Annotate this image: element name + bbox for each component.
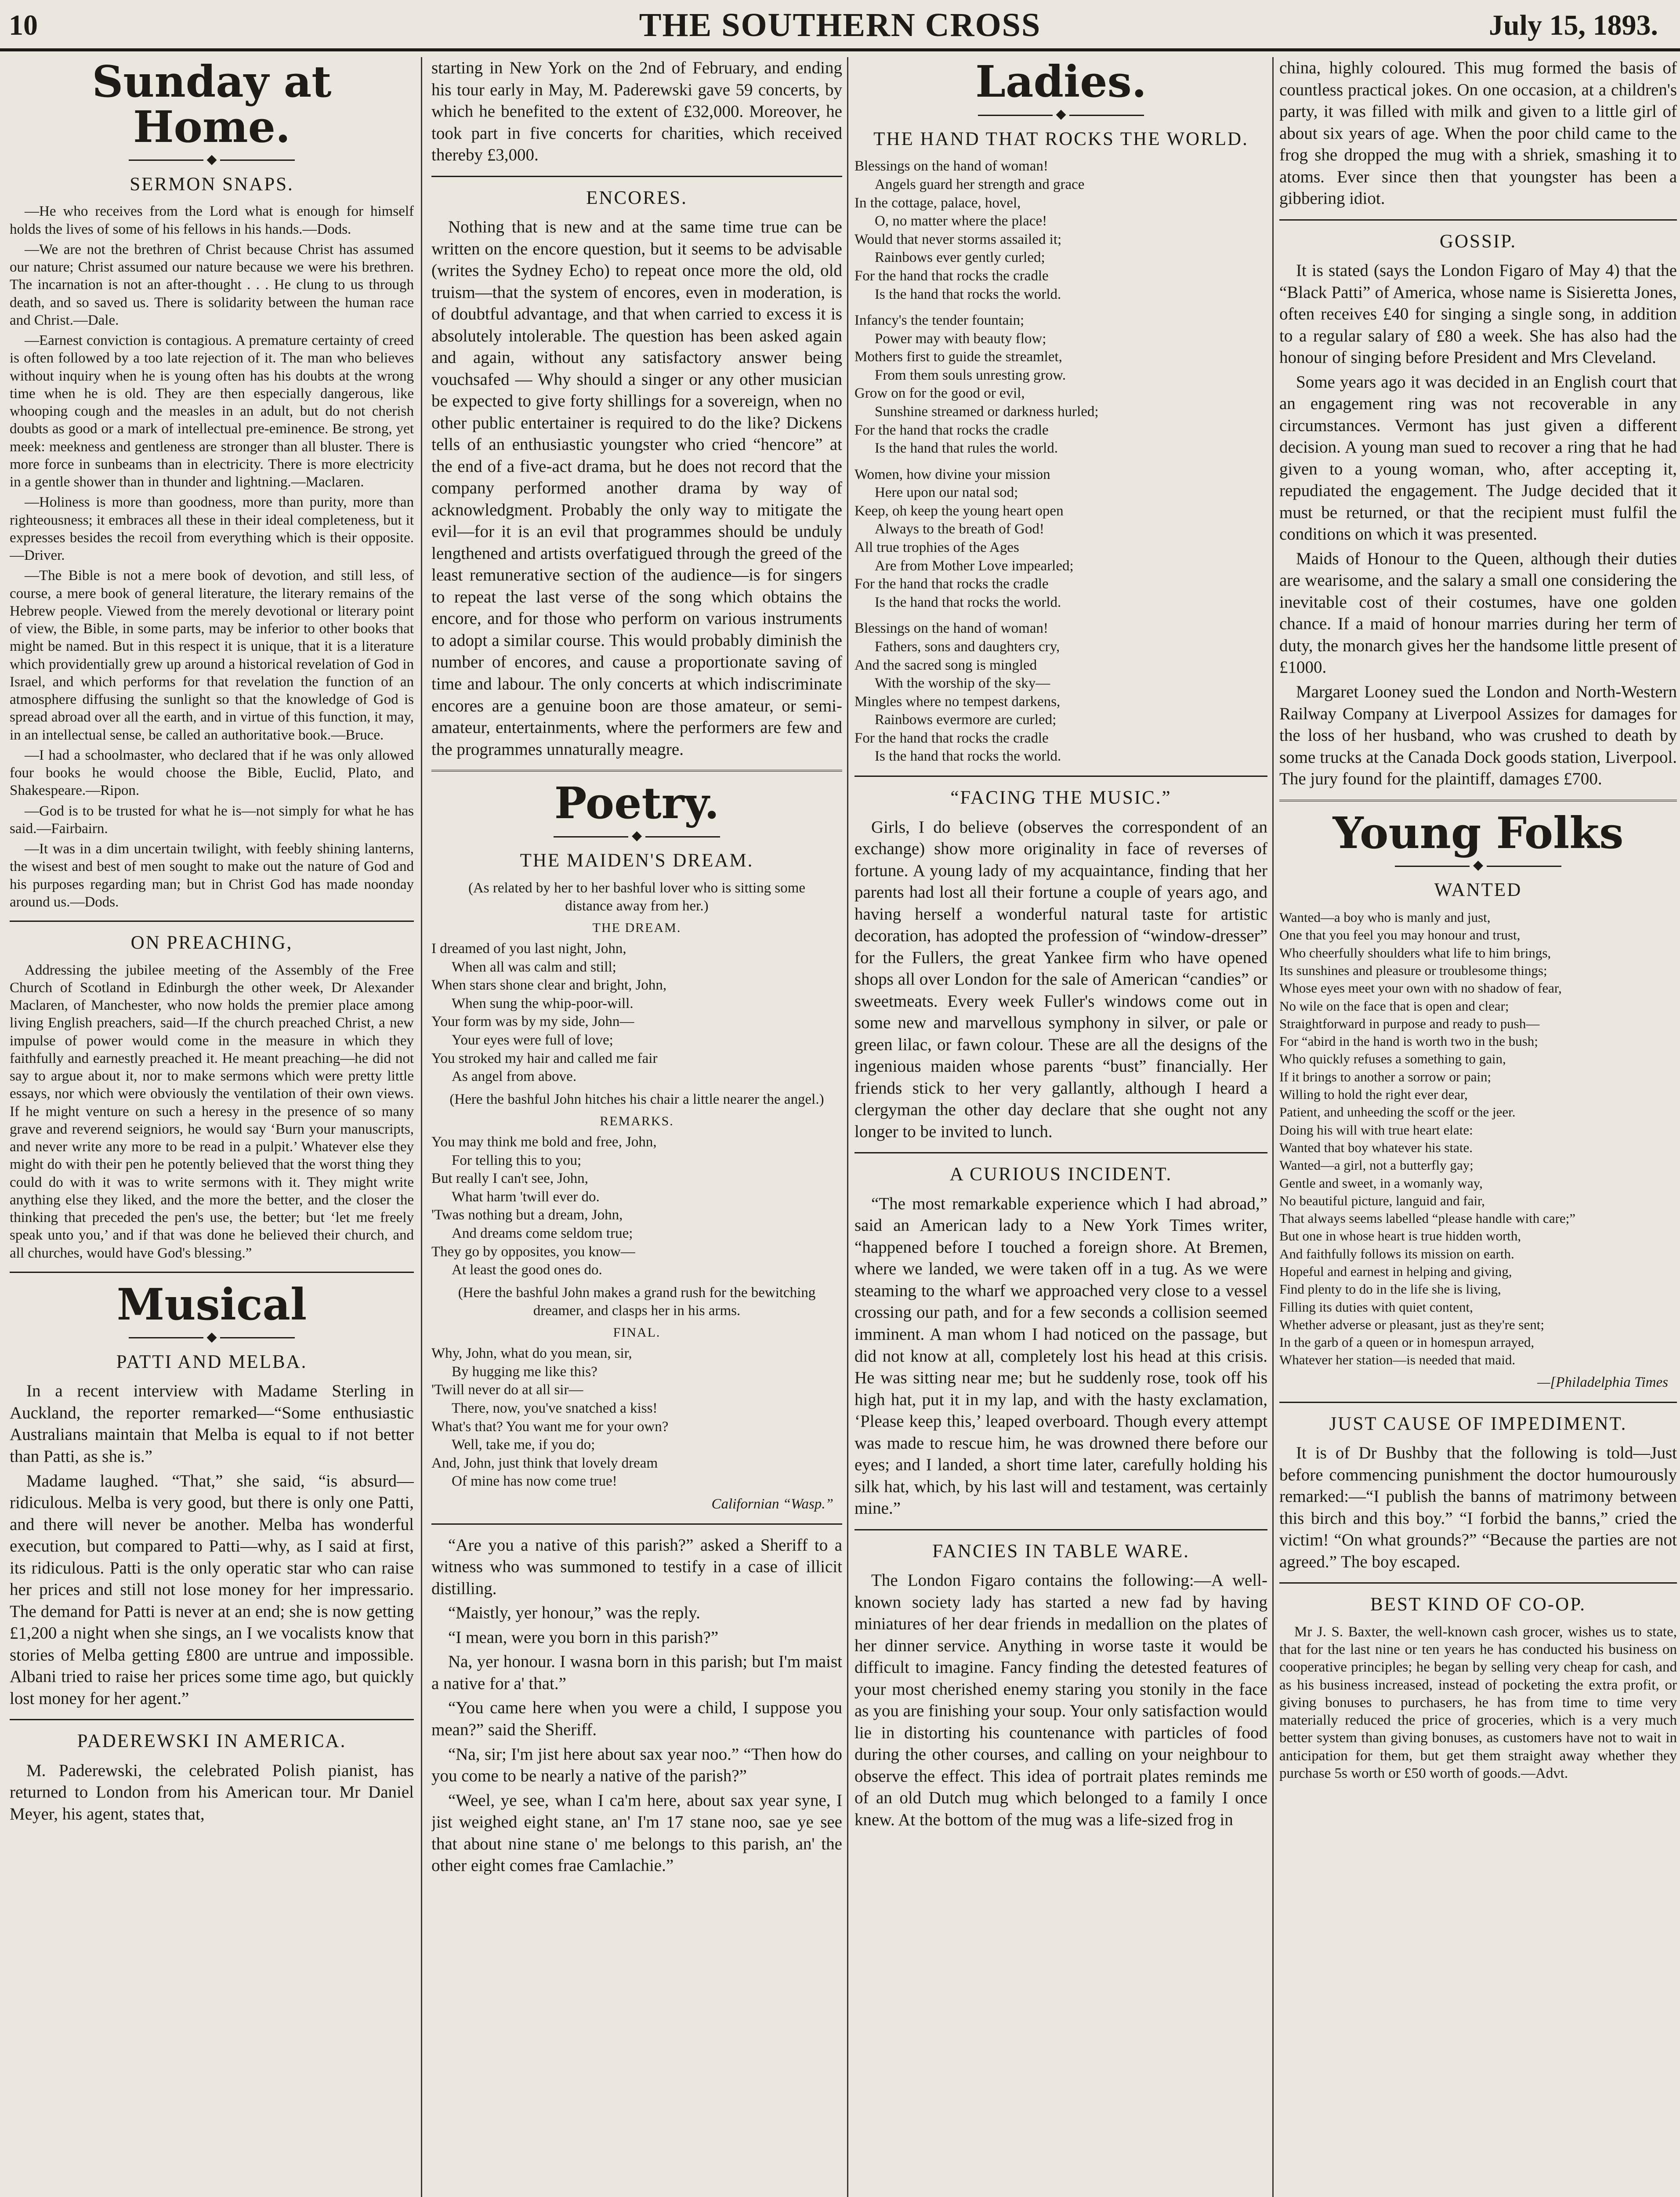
poem-line: Why, John, what do you mean, sir, [431, 1345, 632, 1362]
sermon-snap: —God is to be trusted for what he is—not simply for what he has said.—Fairbairn. [10, 803, 414, 837]
patti-paragraph: In a recent interview with Madame Sterling in Auckland, the reporter remarked—“Some enthusiastic Australians maintain that Melba is equal to if not better than Patti, as she is.” [10, 1381, 414, 1466]
poem-line: All true trophies of the Ages [854, 540, 1019, 556]
sunday-banner: Sunday at Home. [92, 57, 332, 152]
poem-line: Who cheerfully shoulders what life to him brings, [1279, 945, 1551, 961]
divider [10, 1719, 414, 1720]
poem-line: Straightforward in purpose and ready to push— [1279, 1015, 1540, 1031]
poem-line: For telling this to you; [452, 1152, 582, 1168]
poem-aside: (Here the bashful John hitches his chair a little nearer the angel.) [449, 1091, 824, 1107]
divider [431, 1523, 842, 1525]
poem-stanza [431, 1345, 842, 1491]
sermon-snap: —Holiness is more than goodness, more than purity, more than righteousness; it embraces all these in their ideal completeness, but it expresses besides the recoil from everything which is their opposite.—Driver. [10, 494, 414, 564]
poem-line: For the hand that rocks the cradle [854, 268, 1049, 284]
poem-line: Its sunshines and pleasure or troublesome things; [1279, 962, 1547, 978]
wanted-heading: WANTED [1434, 880, 1522, 901]
poem-line: Patient, and unheeding the scoff or the jeer. [1279, 1104, 1516, 1120]
sermon-snap: —The Bible is not a mere book of devotion, and still less, of course, a mere book of general literature, the literary remains of the Hebrew people. Viewed from the merely devotional or literary point of view, the Bible, in some parts, may be inferior to other books that might be named. But in this respect it is unique, that it is a literature which providentially grew up around a historical revelation of God in Israel, and which performs for that revelation the function of an atmosphere diffusing the sunlight so that the knowledge of God is spread abroad over all the earth, and in virtue of this function, it may, in an intellectual sense, be called an authoritative book.—Bruce. [10, 568, 414, 743]
poem-line: Well, take me, if you do; [452, 1437, 595, 1453]
paderewski-text: M. Paderewski, the celebrated Polish pianist, has returned to London from his American tour. Mr Daniel Meyer, his agent, states that, [10, 1761, 414, 1824]
sermon-snap: —Earnest conviction is contagious. A premature certainty of creed is often followed by a too late rejection of it. The man who believes without inquiry when he is young often has his doubts at the wrong time when he is old. They are then especially dangerous, like whooping cough and the measles in an adult, but do not cherish doubts as good or a mark of intellectual pre-eminence. Be strong, yet meek: meekness and gentleness are stronger than all bluster. There is more force in sunbeams than in electricity. There is more electricity in a gentle shower than in thunder and lightning.—Maclaren. [10, 333, 414, 490]
poem-line: Mothers first to guide the streamlet, [854, 349, 1062, 365]
ornament: ◆ [10, 1331, 414, 1344]
poem-line: For “abird in the hand is worth two in the bush; [1279, 1033, 1538, 1049]
poem-line: Whatever her station—is needed that maid. [1279, 1352, 1516, 1368]
divider [1279, 1402, 1677, 1403]
poem-line: There, now, you've snatched a kiss! [452, 1400, 658, 1417]
divider [1279, 219, 1677, 221]
parish-paragraph: “Weel, ye see, whan I ca'm here, about sax year syne, I jist weighed eight stane, an' I'm 17 stane noo, sae ye see that about nine stane o' me belongs to this parish, an' the other eight comes frae Camlachie.” [431, 1791, 842, 1875]
paderewski-text-cont: starting in New York on the 2nd of February, and ending his tour early in May, M. Paderewski gave 59 concerts, by which he benefited to the extent of £32,000. Moreover, he took part in five concerts for charities, which received thereby £3,000. [431, 58, 842, 165]
parish-paragraph: Na, yer honour. I wasna born in this parish; but I'm maist a native for a' that.” [431, 1652, 842, 1693]
poem-line: At least the good ones do. [452, 1262, 602, 1278]
poem-line: Are from Mother Love impearled; [875, 558, 1074, 574]
parish-paragraph: “I mean, were you born in this parish?” [448, 1628, 719, 1647]
poem-line: For the hand that rocks the cradle [854, 576, 1049, 592]
poem-line: Women, how divine your mission [854, 466, 1050, 482]
column-1 [10, 57, 414, 2197]
divider [10, 921, 414, 922]
poem-title: THE MAIDEN'S DREAM. [520, 850, 754, 871]
poem-line: And faithfully follows its mission on earth. [1279, 1246, 1514, 1262]
poem-part-heading: THE DREAM. [592, 921, 681, 935]
poem-line: As angel from above. [452, 1069, 577, 1085]
poem-line: Filling its duties with quiet content, [1279, 1299, 1473, 1315]
gossip-paragraph: Maids of Honour to the Queen, although their duties are wearisome, and the salary a small one considering the inevitable cost of their costumes, have one golden chance. If a maid of honour marries during her term of duty, the monarch gives her the handsome little present of £1000. [1279, 549, 1677, 677]
poem-line: With the worship of the sky— [875, 675, 1050, 692]
poem-line: Is the hand that rules the world. [875, 440, 1058, 457]
fancies-text-cont: china, highly coloured. This mug formed the basis of countless practical jokes. On one occasion, at a children's party, it was filled with milk and given to a little girl of about six years of age. When the poor child came to the frog she dropped the mug with a shriek, smashing it to atoms. Ever since then that youngster has been a gibbering idiot. [1279, 58, 1677, 208]
ornament: ◆ [10, 153, 414, 166]
gossip-heading: GOSSIP. [1439, 231, 1517, 252]
poem-line: Find plenty to do in the life she is living, [1279, 1281, 1501, 1297]
poem-part-heading: FINAL. [613, 1325, 661, 1340]
poem-line: Hopeful and earnest in helping and giving, [1279, 1264, 1512, 1279]
poem-line: 'Twas nothing but a dream, John, [431, 1207, 623, 1223]
poem-line: Rainbows evermore are curled; [875, 712, 1057, 728]
poem-line: And dreams come seldom true; [452, 1225, 633, 1241]
poem-line: They go by opposites, you know— [431, 1244, 635, 1260]
divider [854, 1152, 1267, 1153]
column-4 [1279, 57, 1677, 2197]
paderewski-heading: PADEREWSKI IN AMERICA. [77, 1731, 347, 1752]
newspaper-title: THE SOUTHERN CROSS [639, 7, 1041, 44]
poem-aside: (Here the bashful John makes a grand rush for the bewitching dreamer, and clasps her in his arms. [458, 1284, 816, 1319]
poem-credit: Californian “Wasp.” [711, 1496, 833, 1512]
poem-line: Would that never storms assailed it; [854, 231, 1062, 247]
ornament: ◆ [431, 829, 842, 842]
poem-line: But really I can't see, John, [431, 1171, 588, 1187]
poem-line: You may think me bold and free, John, [431, 1134, 657, 1150]
poem-line: Whose eyes meet your own with no shadow of fear, [1279, 980, 1562, 996]
poem-line: No beautiful picture, languid and fair, [1279, 1193, 1485, 1208]
poem-line: If it brings to another a sorrow or pain; [1279, 1069, 1492, 1084]
fancies-heading: FANCIES IN TABLE WARE. [932, 1541, 1190, 1562]
poem-line: In the garb of a queen or in homespun arrayed, [1279, 1334, 1535, 1350]
gossip-paragraph: It is stated (says the London Figaro of May 4) that the “Black Patti” of America, whose name is Sisieretta Jones, often receives £40 for singing a single song, in addition to a regular salary of £80 a week. She has also had the honour of singing before President and Mrs Cleveland. [1279, 261, 1677, 367]
poem-line: And the sacred song is mingled [854, 657, 1037, 673]
divider [854, 1529, 1267, 1530]
poem-intro: (As related by her to her bashful lover who is sitting some distance away from her.) [468, 880, 806, 914]
wanted-poem [1279, 909, 1677, 1369]
poem-line: Is the hand that rocks the world. [875, 748, 1061, 765]
column-2 [431, 57, 842, 2197]
poem-line: Whether adverse or pleasant, just as they're sent; [1279, 1316, 1544, 1332]
divider [431, 770, 842, 772]
poem-line: That always seems labelled “please handle with care;” [1279, 1211, 1575, 1226]
patti-melba-heading: PATTI AND MELBA. [116, 1351, 308, 1372]
poetry-banner: Poetry. [554, 778, 720, 829]
masthead [0, 0, 1680, 51]
parish-anecdote [431, 1534, 842, 1877]
sermon-snap: —We are not the brethren of Christ because Christ has assumed our nature; Christ assumed our nature because we were his brethren. The incarnation is not an after-thought . . . He clung to us through death, and so saved us. There is solidarity between the human race and Christ.—Dale. [10, 241, 414, 328]
wanted-credit: —[Philadelphia Times [1537, 1374, 1668, 1390]
divider [854, 776, 1267, 777]
poem-line: Sunshine streamed or darkness hurled; [875, 404, 1099, 420]
gossip-paragraph: Some years ago it was decided in an English court that an engagement ring was not recoverable in any circumstances. Vermont has just given a different decision. A young man sued to recover a ring that he had given to a young woman, who, after accepting it, repudiated the engagement. The Judge decided that it must be returned, or that the recipient must fulfil the conditions on which it was presented. [1279, 372, 1677, 544]
poem-line: And, John, just think that lovely dream [431, 1455, 658, 1471]
poem-line: Doing his will with true heart elate: [1279, 1122, 1473, 1138]
ornament: ◆ [854, 108, 1267, 121]
column-3 [854, 57, 1267, 2197]
musical-banner: Musical [116, 1279, 307, 1330]
page-number: 10 [9, 9, 38, 41]
coop-text: Mr J. S. Baxter, the well-known cash grocer, wishes us to state, that for the last nine or ten years he has conducted his business on cooperative principles; he began by selling very cheap for cash, and as his business increased, instead of pocketing the extra profit, or giving bonuses to purchasers, he has from time to time very materially reduced the price of groceries, which is a very much better system than giving bonuses, as customers have not to wait in anticipation for them, but get them straight away whether they purchase 5s worth or £50 worth of goods.—Advt. [1279, 1624, 1677, 1781]
poem-line: Grow on for the good or evil, [854, 385, 1025, 402]
parish-paragraph: “Maistly, yer honour,” was the reply. [448, 1603, 700, 1623]
poem-line: Power may with beauty flow; [875, 330, 1046, 347]
hand-poem [854, 157, 1267, 766]
curious-incident-text: “The most remarkable experience which I had abroad,” said an American lady to a New York Times writer, “happened before I touched a foreign shore. At Bremen, where we landed, we were taken off in a tug. As we were steaming to the wharf we approached very close to a vessel crossing our path, and for a few seconds a collision seemed imminent. A man whom I had noticed on the passage, but did not know at all, completely lost his head at this crisis. He was sitting near me; but he suddenly rose, took off his high hat, put it in my lap, and with the hasty exclamation, ‘Please keep this,’ leaped overboard. Though every attempt was made to rescue him, he was drowned there before our eyes; and I landed, a short time later, carefully holding his silk hat, which, by his last will and testament, was certainly mine.” [854, 1194, 1267, 1518]
poem-stanza [431, 1133, 842, 1280]
poem-line: What harm 'twill ever do. [452, 1189, 600, 1205]
sermon-snaps-body [10, 203, 414, 911]
divider [431, 176, 842, 177]
poem-line: Your eyes were full of love; [452, 1032, 613, 1048]
poem-line: In the cottage, palace, hovel, [854, 195, 1021, 211]
gossip-body [1279, 260, 1677, 790]
poem-line: But one in whose heart is true hidden worth, [1279, 1228, 1521, 1244]
impediment-heading: JUST CAUSE OF IMPEDIMENT. [1329, 1413, 1627, 1434]
on-preaching-heading: ON PREACHING, [130, 932, 293, 953]
facing-music-text: Girls, I do believe (observes the correspondent of an exchange) show more originality in face of reverses of fortune. A young lady of my acquaintance, finding that her parents had lost all their fortune a couple of years ago, and having herself a wonderful natural taste for artistic decoration, has adopted the profession of “window-dresser” for the Fullers, the great Yankee firm who have opened shops all over London for the sale of American “candies” or sweetmeats. Every week Fuller's windows come out in some new and marvellous symphony in silver, or pale or green lilac, or fawn colour. These are all the designs of the ingenious maiden whose parents “bust” financially. Her friends stick to her very gallantly, although I heard a clergyman the other day declare that she ought not any longer to be invited to lunch. [854, 817, 1267, 1141]
poem-line: Keep, oh keep the young heart open [854, 503, 1064, 519]
poem-line: Is the hand that rocks the world. [875, 594, 1061, 610]
young-folks-banner: Young Folks [1332, 808, 1624, 859]
parish-paragraph: “You came here when you were a child, I suppose you mean?” said the Sheriff. [431, 1698, 842, 1739]
impediment-text: It is of Dr Bushby that the following is told—Just before commencing punishment the doctor humourously remarked:—“I publish the banns of matrimony between this birch and this boy.” “I forbid the banns,” cried the victim! “On what grounds?” “Because the parties are not agreed.” The boy escaped. [1279, 1443, 1677, 1571]
sermon-snaps-heading: SERMON SNAPS. [130, 174, 294, 195]
poem-line: Wanted—a girl, not a butterfly gay; [1279, 1157, 1474, 1173]
poem-line: Fathers, sons and daughters cry, [875, 638, 1060, 655]
poem-line: Wanted that boy whatever his state. [1279, 1139, 1473, 1155]
poem-line: Is the hand that rocks the world. [875, 286, 1061, 302]
poem-line: Blessings on the hand of woman! [854, 620, 1048, 637]
poem-line: Of mine has now come true! [452, 1473, 617, 1490]
poem-line: O, no matter where the place! [875, 213, 1047, 229]
poem-line: Angels guard her strength and grace [875, 177, 1085, 193]
poem-line: For the hand that rocks the cradle [854, 730, 1049, 746]
poem-line: Blessings on the hand of woman! [854, 158, 1048, 174]
column-rule [847, 57, 848, 2197]
poem-line: For the hand that rocks the cradle [854, 422, 1049, 438]
poem-line: From them souls unresting grow. [875, 367, 1066, 383]
poem-line: Rainbows ever gently curled; [875, 250, 1045, 266]
divider [10, 1272, 414, 1273]
parish-paragraph: “Na, sir; I'm jist here about sax year noo.” “Then how do you come to be nearly a native of the parish?” [431, 1744, 842, 1786]
divider [1279, 800, 1677, 801]
poem-line: Always to the breath of God! [875, 521, 1044, 537]
parish-paragraph: “Are you a native of this parish?” asked a Sheriff to a witness who was summoned to testify in a case of illicit distilling. [431, 1535, 842, 1598]
poem-line: When all was calm and still; [452, 959, 616, 975]
poem-line: Willing to hold the right ever dear, [1279, 1087, 1468, 1102]
sermon-snap: —I had a schoolmaster, who declared that if he was only allowed four books he would choose the Bible, Euclid, Plato, and Shakespeare.—Ripon. [10, 747, 414, 799]
poem-line: I dreamed of you last night, John, [431, 941, 626, 957]
poem-line: Here upon our natal sod; [875, 485, 1018, 501]
poem-line: Gentle and sweet, in a womanly way, [1279, 1175, 1483, 1191]
facing-music-heading: “FACING THE MUSIC.” [950, 787, 1172, 808]
column-rule [1272, 57, 1274, 2197]
ladies-banner: Ladies. [975, 57, 1147, 107]
fancies-text: The London Figaro contains the following:—A well-known society lady has started a new fad by having miniatures of her dear friends in medallion on the plates of her dinner service. Anything in worse taste it would be difficult to imagine. Fancy finding the detested features of your most cherished enemy staring you stonily in the face as you are finishing your soup. Your only satisfaction would lie in distorting his countenance with particles of food during the other courses, and calling on your neighbour to observe the effect. This idea of portrait plates reminds me of an old Dutch mug which belonged to a family I once knew. At the bottom of the mug was a life-sized frog in [854, 1571, 1267, 1829]
poem-line: Wanted—a boy who is manly and just, [1279, 910, 1491, 925]
gossip-paragraph: Margaret Looney sued the London and North-Western Railway Company at Liverpool Assizes for damages for the loss of her husband, who was crushed to death by some trucks at the Canada Dock goods station, Liverpool. The jury found for the plaintiff, damages £700. [1279, 682, 1677, 789]
poem-line: Mingles where no tempest darkens, [854, 693, 1061, 710]
hand-poem-title: THE HAND THAT ROCKS THE WORLD. [873, 128, 1249, 149]
patti-paragraph: Madame laughed. “That,” she said, “is absurd—ridiculous. Melba is very good, but there is only one Patti, and there will never be another. Melba has wonderful execution, but compared to Patti—why, as I said at first, its ridiculous. Patti is the only operatic star who can raise her prices and still not lose money for her impressario. The demand for Patti is never at an end; she is now getting £1,200 a night when she sings, an I we vocalists know that stories of Melba getting £800 are untrue and impossible. Albani tried to raise her prices some time ago, but quickly lost money for her agent.” [10, 1471, 414, 1708]
poem-stanza [431, 940, 842, 1086]
poem-part-heading: REMARKS. [600, 1114, 674, 1129]
ornament: ◆ [1279, 859, 1677, 872]
sermon-snap: —He who receives from the Lord what is enough for himself holds the lives of some of his fellows in his hands.—Dods. [10, 203, 414, 237]
poem-line: By hugging me like this? [452, 1363, 597, 1380]
poem-line: Who quickly refuses a something to gain, [1279, 1051, 1506, 1067]
divider [1279, 1582, 1677, 1584]
poem-line: When stars shone clear and bright, John, [431, 977, 667, 993]
sermon-snap: —It was in a dim uncertain twilight, with feebly shining lanterns, the wisest and best of men sought to make out the nature of God and his purposes regarding man; but in Christ God has made noonday around us.—Dods. [10, 841, 414, 910]
poem-line: You stroked my hair and called me fair [431, 1050, 658, 1066]
curious-incident-heading: A CURIOUS INCIDENT. [949, 1164, 1173, 1185]
poem-line: One that you feel you may honour and trust, [1279, 927, 1521, 943]
poem-line: What's that? You want me for your own? [431, 1418, 669, 1435]
poem-line: Infancy's the tender fountain; [854, 312, 1025, 329]
poem-line: No wile on the face that is open and clear; [1279, 998, 1509, 1014]
encores-text: Nothing that is new and at the same time true can be written on the encore question, but it seems to be advisable (writes the Sydney Echo) to repeat once more the old, old truism—that the system of encores, even in moderation, is of doubtful advantage, and that when carried to excess it is absolutely intolerable. The question has been asked again and again, without any satisfactory answer being vouchsafed — Why should a singer or any other musician be expected to give forty shillings for a sovereign, when no other public entertainer is required to do the like? Dickens tells of an enthusiastic youngster who cried “hencore” at the end of a five-act drama, but he does not record that the company performed another drama by way of acknowledgment. Probably the only way to mitigate the evil—for it is an evil that programmes should be unduly lengthened and artists overfatigued through the greed of the least remunerative section of the audience—is for singers to repeat the last verse of the song which obtains the encore, and for those who perform on various instruments to adopt a similar course. This would probably diminish the number of encores, and cause a proportionate saving of time and labour. The only concerts at which indiscriminate encores are a genuine boon are those amateur, or semi-amateur, entertainments, where the performers are few and the programmes unnaturally meagre. [431, 218, 842, 759]
poem-line: When sung the whip-poor-will. [452, 995, 634, 1011]
coop-heading: BEST KIND OF CO-OP. [1370, 1594, 1586, 1615]
poem-line: Your form was by my side, John— [431, 1014, 634, 1030]
issue-date: July 15, 1893. [1488, 9, 1658, 41]
poem-line: 'Twill never do at all sir— [431, 1382, 583, 1398]
on-preaching-text: Addressing the jubilee meeting of the Assembly of the Free Church of Scotland in Edinburgh the other week, Dr Alexander Maclaren, of Manchester, who now holds the premier place among living English preachers, said—If the church preached Christ, a new impulse of power would come in the measure in which they faithfully and earnestly preached it. He meant preaching—he did not say to argue about it, nor to make sermons which were pretty little essays, nor which were obviously the ventilation of their own views. If he might venture on such a heresy in the presence of so many grave and reverend seigniors, he would say ‘Burn your manuscripts, and never write any more to be read in a pulpit.’ Whatever else they might do with their pen he potently believed that the worst thing they could do with it was to write sermons with it. They might write anything else they liked, and the more the better, and the closer the thinking that preceded the pen's use, the better; but ‘let me freely speak unto you,’ and if that was done he believed their church, and all churches, would have God's blessing.” [10, 962, 414, 1261]
column-rule [421, 57, 422, 2197]
encores-heading: ENCORES. [586, 187, 688, 208]
